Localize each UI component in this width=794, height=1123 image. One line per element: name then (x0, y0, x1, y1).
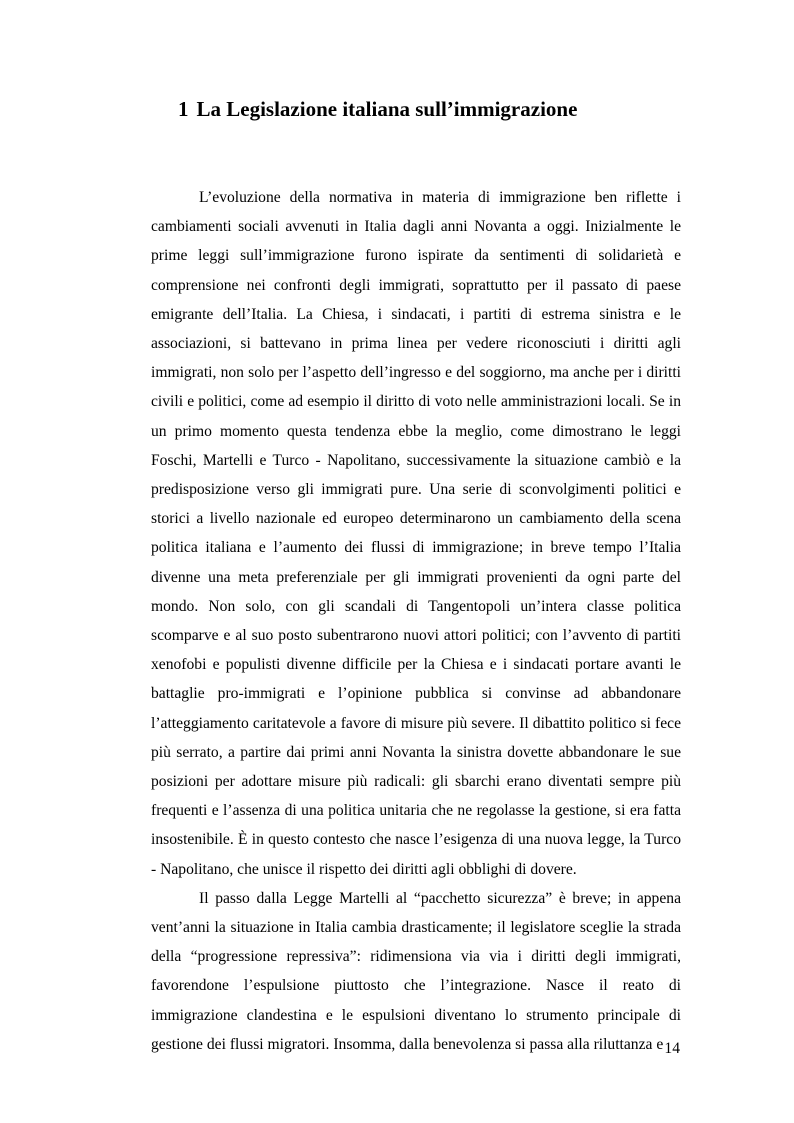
body-text (151, 183, 681, 1059)
section-heading (178, 94, 698, 124)
page-number: 14 (664, 1040, 680, 1057)
paragraph-2: Il passo dalla Legge Martelli al “pacchetto sicurezza” è breve; in appena vent’anni la situazione in Italia cambia drasticamente; il legislatore sceglie la strada della “progressione repressiva”: ridimensiona via via i diritti degli immigrati, favorendone l’espulsione piuttosto che l’integrazione. Nasce il reato di immigrazione clandestina e le espulsioni diventano lo strumento principale di gestione dei flussi migratori. Insomma, dalla benevolenza si passa alla riluttanza e (151, 889, 681, 1053)
section-title: La Legislazione italiana sull’immigrazione (196, 97, 578, 121)
section-number: 1 (178, 97, 189, 121)
paragraph-1: L’evoluzione della normativa in materia di immigrazione ben riflette i cambiamenti sociali avvenuti in Italia dagli anni Novanta a oggi. Inizialmente le prime leggi sull’immigrazione furono ispirate da sentimenti di solidarietà e comprensione nei confronti degli immigrati, soprattutto per il passato di paese emigrante dell’Italia. La Chiesa, i sindacati, i partiti di estrema sinistra e le associazioni, si battevano in prima linea per vedere riconosciuti i diritti agli immigrati, non solo per l’aspetto dell’ingresso e del soggiorno, ma anche per i diritti civili e politici, come ad esempio il diritto di voto nelle amministrazioni locali. Se in un primo momento questa tendenza ebbe la meglio, come dimostrano le leggi Foschi, Martelli e Turco - Napolitano, successivamente la situazione cambiò e la predisposizione verso gli immigrati pure. Una serie di sconvolgimenti politici e storici a livello nazionale ed europeo determinarono un cambiamento della scena politica italiana e l’aumento dei flussi di immigrazione; in breve tempo l’Italia divenne una meta preferenziale per gli immigrati provenienti da ogni parte del mondo. Non solo, con gli scandali di Tangentopoli un’intera classe politica scomparve e al suo posto subentrarono nuovi attori politici; con l’avvento di partiti xenofobi e populisti divenne difficile per la Chiesa e i sindacati portare avanti le battaglie pro-immigrati e l’opinione pubblica si convinse ad abbandonare l’atteggiamento caritatevole a favore di misure più severe. Il dibattito politico si fece più serrato, a partire dai primi anni Novanta la sinistra dovette abbandonare le sue posizioni per adottare misure più radicali: gli sbarchi erano diventati sempre più frequenti e l’assenza di una politica unitaria che ne regolasse la gestione, si era fatta insostenibile. È in questo contesto che nasce l’esigenza di una nuova legge, la Turco - Napolitano, che unisce il rispetto dei diritti agli obblighi di dovere. (151, 189, 681, 878)
